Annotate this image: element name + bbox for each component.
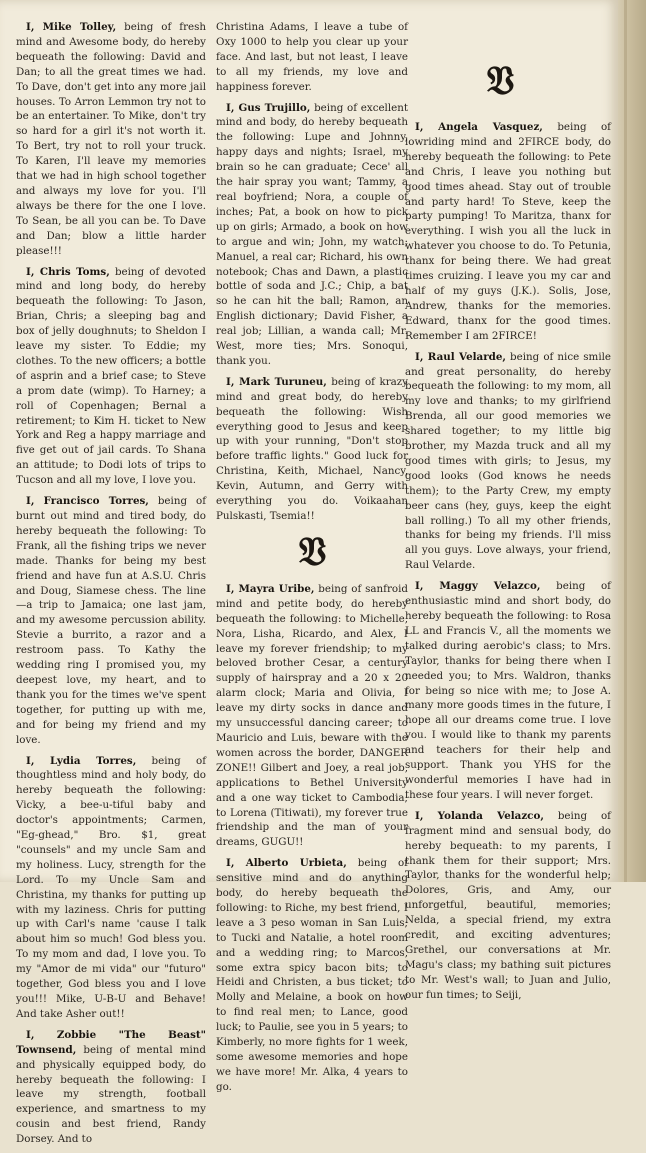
letter-u-emblem: 𝔙 [298, 527, 326, 575]
entry-name: I, Zobbie "The Beast" Townsend, [16, 1028, 206, 1056]
will-entry [405, 350, 611, 574]
will-entry [16, 20, 206, 259]
entry-name: I, Chris Toms, [26, 265, 110, 278]
will-entry [16, 494, 206, 747]
entry-text: being of burnt out mind and tired body, do hereby bequeath the following: To Frank, all the fishing trips we never made. Thanks for being my best friend and have fun at A.S.U. Chris and Doug, Siamese chess. The line—a trip to Jamaica; one last jam, and my awesome percussion ability. Stevie a burrito, a razor and a restroom pass. To Kathy the wedding ring I promised you, my deepest love, my heart, and to thank you for the times we've spent together, for putting up with me, and for being my friend and my love. [16, 495, 206, 746]
entry-name: I, Yolanda Velazco, [415, 809, 544, 822]
will-entry [405, 809, 611, 1003]
entry-text: being of sanfroid mind and petite body, do hereby bequeath the following: to Michelle, Nora, Lisha, Ricardo, and Alex, I leave my forever friendship; to my beloved brother Cesar, a century supply of hairspray and a 20 x 20 alarm clock; Maria and Olivia, I leave my dirty socks in dance and my unsuccessful dancing career; to Mauricio and Luis, beware with the women across the border, DANGER ZONE!! Gilbert and Joey, a real job, applications to Bethel University and a one way ticket to Cambodia; to Lorena (Titiwati), my forever true friendship and the man of your dreams, GUGU!! [216, 582, 409, 849]
entry-text: being of mental mind and physically equipped body, do hereby bequeath the following: I leave my strength, football experience, and smartness to my cousin and best friend, Randy Dorsey. And to [16, 1043, 206, 1146]
will-entry [216, 101, 408, 369]
will-entry-continued [216, 20, 408, 95]
column-2 [216, 20, 408, 1101]
entry-name: I, Gus Trujillo, [226, 101, 311, 114]
entry-text: being of fragment mind and sensual body, do hereby bequeath: to my parents, I thank them for their support; Mrs. Taylor, thanks for the wonderful help; Dolores, Gris, and Amy, our unforgetful, beautiful, memories; Nelda, a special friend, my extra credit, and exciting adventures; Grethel, our conversations at Mr. Magu's class; my bathing suit pictures to Mr. West's wall; to Juan and Julio, our fun times; to Seiji, [405, 809, 611, 1001]
will-entry [405, 120, 611, 344]
column-3 [405, 120, 611, 1009]
letter-v-emblem: 𝔙 [486, 57, 514, 104]
will-entry [405, 579, 611, 803]
will-entry [216, 856, 408, 1095]
entry-text: being of sensitive mind and do anything body, do hereby bequeath the following: to Riche, my best friend, I leave a 3 peso woman in San Luis; to Tucki and Natalie, a hotel room and a wedding ring; to Marcos, some extra spicy bacon bits; to Heidi and Christen, a bus ticket; to Molly and Melaine, a book on how to find real men; to Lance, good luck; to Paulie, see you in 5 years; to Kimberly, no more fights for 1 week, some awesome memories and hope we have more! Mr. Alka, 4 years to go. [216, 857, 408, 1093]
entry-text: being of krazy mind and great body, do hereby bequeath the following: Wish everything good to Jesus and keep up with your running, "Don't stop before traffic lights." Good luck for Christina, Keith, Michael, Nancy, Kevin, Autumn, and Gerry with everything you do. Voikaahan Pulskasti, Tsemia!! [216, 375, 408, 522]
entry-text: being of thoughtless mind and holy body, do hereby bequeath the following: Vicky, a bee-u-tiful baby and doctor's appointments; Carmen, "Eg-ghead," Bro. $1, great "counsels" and my uncle Sam and my holiness. Lucy, strength for the Lord. To my Uncle Sam and Christina, my thanks for putting up with my laziness. Chris for putting up with Carl's name 'cause I talk about him so much! God bless you. To my mom and dad, I love you. To my "Amor de mi vida" our "futuro" together, God bless you and I love you!!! Mike, U-B-U and Behave! And take Asher out!! [16, 754, 206, 1020]
binding-strip [624, 0, 627, 882]
entry-name: I, Lydia Torres, [26, 754, 137, 767]
entry-text: being of lowriding mind and 2FIRCE body, do hereby bequeath the following: to Pete and Chris, I leave you nothing but good times ahead. Stay out of trouble and party hard! To Steve, keep the party pumping! To Maritza, thanx for everything. I wish you all the luck in whatever you choose to do. To Petunia, thanx for being there. We had great times cruizing. I leave you my car and half of my guys (J.K.). Solis, Jose, Andrew, thanks for the memories. Edward, thanx for the good times. Remember I am 2FIRCE! [405, 121, 611, 342]
entry-text: being of nice smile and great personality, do hereby bequeath the following: to my mom, all my love and thanks; to my girlfriend Brenda, all our good memories we shared together; to my little big brother, my Mazda truck and all my good times with girls; to Jesus, my good looks (God knows he needs them); to the Party Crew, my empty beer cans (hey, guys, keep the eight ball rolling.) To all my other friends, thanks for being my friends. I'll miss all you guys. Love always, your friend, Raul Velarde. [405, 350, 611, 572]
will-entry [216, 582, 408, 850]
column-1 [16, 20, 206, 1153]
entry-text: Christina Adams, I leave a tube of Oxy 1000 to help you clear up your face. And last, but not least, I leave to all my friends, my love and happiness forever. [216, 21, 408, 93]
entry-name: I, Francisco Torres, [26, 495, 149, 508]
entry-name: I, Raul Velarde, [415, 350, 506, 363]
will-entry [16, 754, 206, 1022]
will-entry [16, 1028, 206, 1147]
entry-name: I, Alberto Urbieta, [226, 857, 347, 870]
entry-text: being of fresh mind and Awesome body, do hereby bequeath the following: David and Dan; to all the great times we had. To Dave, don't get into any more jail houses. To Arron Lemmon try not to be an entertainer. To Mike, don't try so hard for a girl it's not worth it. To Bert, try not to roll your truck. To Karen, I'll leave my memories that we had in high school together and always my love for you. I'll always be there for the one I love. To Sean, be all you can be. To Dave and Dan; blow a little harder please!!! [16, 21, 206, 257]
entry-text: being of enthusiastic mind and short body, do hereby bequeath the following: to Rosa LL and Francis V., all the moments we talked during aerobic's class; to Mrs. Taylor, thanks for being there when I needed you; to Mrs. Waldron, thanks for being so nice with me; to Jose A. many more goods times in the future, I hope all our dreams come true. I love you. I would like to thank my parents and teachers for their help and support. Thank you YHS for the wonderful memories I have had in these four years. I will never forget. [405, 580, 611, 801]
entry-name: I, Angela Vasquez, [415, 121, 543, 133]
entry-text: being of excellent mind and body, do hereby bequeath the following: Lupe and Johnny, happy days and nights; Israel, my brain so he can graduate; Cece' all the hair spray you want; Tammy, a real boyfriend; Nora, a couple of inches; Pat, a book on how to pick up on girls; Armado, a book on how to argue and win; John, my watch; Manuel, a real car; Richard, his own notebook; Chas and Dawn, a plastic bottle of soda and J.C.; Chip, a bat so he can hit the ball; Ramon, an English dictionary; David Fisher, a real job; Lillian, a wanda call; Mr. West, more ties; Mrs. Sonoqui, thank you. [216, 101, 409, 367]
will-entry [16, 265, 206, 489]
entry-name: I, Mayra Uribe, [226, 582, 315, 595]
entry-name: I, Maggy Velazco, [415, 580, 541, 593]
entry-text: being of devoted mind and long body, do hereby bequeath the following: To Jason, Brian, Chris; a sleeping bag and box of jelly doughnuts; to Sheldon I leave my sister. To Eddie; my clothes. To the new officers; a bottle of asprin and a brief case; to Steve a prom date (wimp). To Harney; a roll of Copenhagen; Bernal a retirement; to Kim H. ticket to New York and Reg a happy marriage and five get out of jail cards. To Shana an attitude; to Dodi lots of trips to Tucson and all my love, I love you. [16, 265, 206, 487]
will-entry [216, 375, 408, 524]
entry-name: I, Mark Turuneu, [226, 375, 327, 388]
entry-name: I, Mike Tolley, [26, 21, 117, 33]
page-edge [618, 0, 646, 882]
